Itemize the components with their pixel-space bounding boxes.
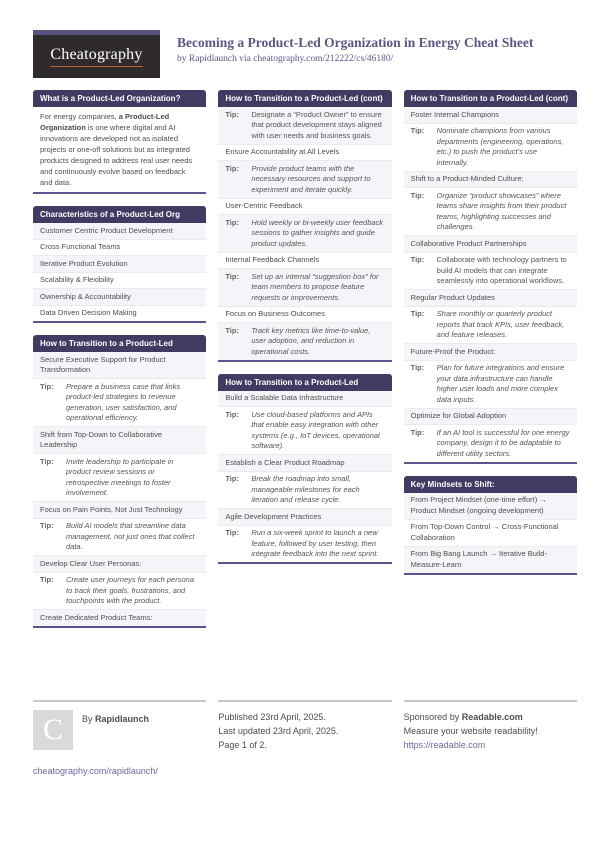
- list-item: Ensure Accountability at All Levels: [218, 145, 391, 162]
- tip-label: Tip:: [40, 381, 54, 391]
- tip-row: [404, 307, 577, 345]
- author-name: Rapidlaunch: [95, 714, 150, 724]
- tip-text: Set up an internal “suggestion box” for team members to propose feature requests or improvements.: [251, 271, 379, 302]
- section: [218, 90, 391, 362]
- page-footer: [0, 700, 600, 778]
- tip-text: Run a six-week sprint to launch a new feature, followed by user testing, then integrate feedback into the next sprint.: [251, 528, 379, 558]
- section-header: How to Transition to a Product-Led: [33, 335, 206, 352]
- section: [33, 90, 206, 194]
- tip-text: Organize “product showcases” where teams share insights from their product teams, highlighting successes and challenges.: [436, 190, 567, 231]
- tip-text: Create user journeys for each persona to track their goals, frustrations, and touchpoints with the product.: [66, 575, 194, 605]
- tip-label: Tip:: [410, 427, 425, 437]
- tip-label: Tip:: [225, 271, 239, 281]
- list-item: Create Dedicated Product Teams:: [33, 610, 206, 626]
- tip-label: Tip:: [410, 309, 425, 318]
- tip-text: Use cloud-based platforms and APIs that enable easy integration with other systems (e.g., IoT devices, operational software).: [251, 409, 380, 450]
- tip-row: [218, 323, 391, 360]
- bold-text: a Product-Led Organization: [40, 112, 170, 132]
- list-item: Scalability & Flexibility: [33, 273, 206, 290]
- avatar: [33, 710, 73, 750]
- tip-row: [33, 454, 206, 502]
- paragraph: [33, 107, 206, 192]
- tip-text: Invite leadership to participate in product review sessions or retrospective meetings to foster involvement.: [66, 456, 174, 497]
- page-title: Becoming a Product-Led Organization in Energy Cheat Sheet: [177, 35, 534, 50]
- tip-row: [218, 269, 391, 307]
- tip-row: [404, 253, 577, 291]
- tip-row: [33, 519, 206, 557]
- tip-label: Tip:: [410, 255, 425, 264]
- list-item: Develop Clear User Personas:: [33, 556, 206, 573]
- tip-row: [218, 107, 391, 145]
- section-header: How to Transition to a Product-Led (cont): [404, 90, 577, 107]
- tip-row: [33, 379, 206, 427]
- tip-row: [404, 425, 577, 462]
- tip-label: Tip:: [40, 521, 54, 530]
- sponsor-link[interactable]: https://readable.com: [403, 740, 486, 750]
- tip-text: Plan for future integrations and ensure your data infrastructure can handle higher user loads and more complex data inputs.: [436, 363, 565, 404]
- updated-date: Last updated 23rd April, 2025.: [218, 726, 339, 736]
- tip-label: Tip:: [225, 409, 239, 419]
- tip-label: Tip:: [225, 474, 239, 483]
- cheatography-logo-text: Cheatography: [50, 46, 142, 67]
- tip-label: Tip:: [410, 363, 425, 372]
- byline: by Rapidlaunch via cheatography.com/212222/cs/46180/: [177, 54, 394, 64]
- list-item: Agile Development Practices: [218, 509, 391, 526]
- sponsor-name: Readable.com: [461, 712, 523, 722]
- tip-label: Tip:: [40, 575, 54, 584]
- section-header: What is a Product-Led Organization?: [33, 90, 206, 107]
- list-item: From Big Bang Launch → Iterative Build-Measure-Learn: [404, 547, 577, 573]
- list-item: Regular Product Updates: [404, 290, 577, 307]
- tip-text: Designate a “Product Owner” to ensure that product development stays aligned with user needs and business goals.: [251, 109, 382, 140]
- tip-label: Tip:: [410, 126, 425, 135]
- list-item: Focus on Business Outcomes: [218, 307, 391, 324]
- tip-row: [404, 361, 577, 409]
- section: [404, 476, 577, 575]
- list-item: User-Centric Feedback: [218, 199, 391, 216]
- tip-row: [218, 215, 391, 253]
- list-item: Focus on Pain Points, Not Just Technology: [33, 502, 206, 519]
- list-item: Build a Scalable Data Infrastructure: [218, 391, 391, 408]
- tip-row: [218, 472, 391, 510]
- sponsor-tagline: Measure your website readability!: [403, 726, 538, 736]
- list-item: From Project Mindset (one-time effort) → Product Mindset (ongoing development): [404, 493, 577, 520]
- list-item: From Top-Down Control → Cross-Functional Collaboration: [404, 520, 577, 547]
- list-item: Shift to a Product-Minded Culture:: [404, 172, 577, 189]
- tip-label: Tip:: [225, 528, 239, 537]
- tip-text: Prepare a business case that links product-led strategies to revenue generation, user satisfaction, and operational efficiency.: [66, 381, 181, 422]
- tip-row: [33, 573, 206, 611]
- tip-text: Share monthly or quarterly product reports that track KPIs, user feedback, and feature releases.: [436, 309, 565, 339]
- tip-text: Break the roadmap into small, manageable milestones for each iteration and release cycle.: [251, 474, 360, 504]
- tip-text: Build AI models that streamline data management, not just ones that collect data.: [66, 521, 195, 551]
- column-1: [33, 90, 206, 640]
- tip-row: [218, 526, 391, 563]
- section-header: Key Mindsets to Shift:: [404, 476, 577, 493]
- tip-label: Tip:: [225, 325, 239, 335]
- section: [33, 335, 206, 628]
- tip-label: Tip:: [225, 109, 239, 119]
- list-item: Customer Centric Product Development: [33, 223, 206, 240]
- column-3: [404, 90, 577, 587]
- tip-row: [404, 188, 577, 236]
- section-header: Characteristics of a Product-Led Org: [33, 206, 206, 223]
- text-run: is one where digital and AI innovations are developed not as isolated projects or one-off solutions but as integrated products designed to address real user needs and continuously evolve based on feedback and data.: [40, 123, 193, 187]
- list-item: Cross Functional Teams: [33, 240, 206, 257]
- list-item: Data Driven Decision Making: [40, 308, 137, 317]
- published-date: Published 23rd April, 2025.: [218, 712, 326, 722]
- tip-row: [218, 161, 391, 199]
- list-item: Establish a Clear Product Roadmap: [218, 455, 391, 472]
- tip-text: If an AI tool is successful for one energy company, design it to be adaptable to different utility sectors.: [436, 427, 570, 458]
- tip-row: [218, 407, 391, 455]
- tip-label: Tip:: [40, 456, 54, 466]
- text-run: For energy companies,: [40, 112, 119, 121]
- list-item: Shift from Top-Down to Collaborative Leadership: [33, 427, 206, 454]
- sponsor-line: [404, 710, 577, 724]
- tip-label: Tip:: [225, 163, 239, 173]
- footer-meta-col: [218, 700, 391, 778]
- section: [218, 374, 391, 565]
- tip-label: Tip:: [410, 190, 425, 200]
- list-item: Foster Internal Champions: [404, 107, 577, 124]
- section: [404, 90, 577, 464]
- tip-text: Collaborate with technology partners to build AI models that can integrate seamlessly into operational workflows.: [436, 255, 567, 285]
- author-profile-link[interactable]: cheatography.com/rapidlaunch/: [33, 766, 158, 776]
- tip-text: Provide product teams with the necessary resources and support to experiment and iterate quickly.: [251, 163, 371, 194]
- footer-sponsor-col: [404, 700, 577, 778]
- author-byline: [82, 710, 149, 726]
- column-2: [218, 90, 391, 576]
- section: [33, 206, 206, 323]
- page-number: Page 1 of 2.: [218, 740, 267, 750]
- sponsor-prefix: Sponsored by: [403, 712, 462, 722]
- section-header: How to Transition to a Product-Led: [218, 374, 391, 391]
- section-header: How to Transition to a Product-Led (cont): [218, 90, 391, 107]
- by-label: By: [82, 714, 96, 724]
- tip-label: Tip:: [225, 217, 239, 227]
- list-item: Secure Executive Support for Product Transformation: [33, 352, 206, 379]
- tip-text: Hold weekly or bi-weekly user feedback sessions to gather insights and guide product updates.: [251, 217, 384, 248]
- page-header: [0, 0, 600, 78]
- tip-text: Track key metrics like time-to-value, user adoption, and reduction in operational costs.: [251, 325, 371, 356]
- avatar-letter: C: [42, 713, 63, 746]
- list-item: Optimize for Global Adoption: [404, 409, 577, 426]
- list-item: Collaborative Product Partnerships: [404, 236, 577, 253]
- author-row: [33, 710, 206, 750]
- list-item: Iterative Product Evolution: [33, 256, 206, 273]
- list-item: Future-Proof the Product:: [404, 344, 577, 361]
- cheatography-logo[interactable]: [33, 30, 160, 78]
- list-item: Internal Feedback Channels: [218, 253, 391, 270]
- tip-row: [404, 124, 577, 172]
- list-item: Ownership & Accountability: [33, 289, 206, 306]
- footer-author-col: [33, 700, 206, 778]
- content-columns: [0, 90, 600, 690]
- title-block: [177, 30, 533, 64]
- tip-text: Nominate champions from various departments (engineering, operations, etc.) to push the product’s use internally.: [436, 126, 564, 167]
